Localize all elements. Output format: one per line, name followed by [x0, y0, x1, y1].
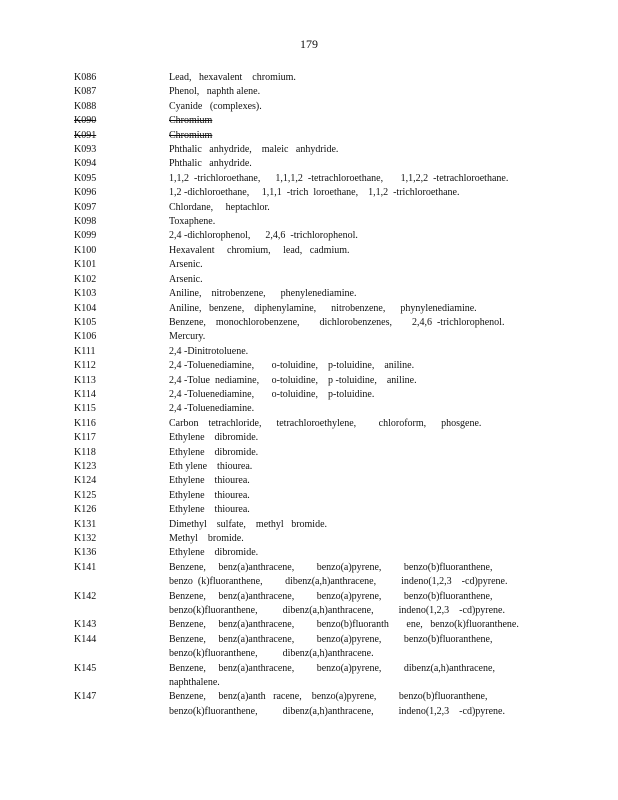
constituent-description: Mercury.: [169, 331, 206, 343]
entry-row: [74, 417, 594, 431]
waste-code: K111: [74, 345, 96, 357]
constituent-description: Arsenic.: [169, 259, 203, 271]
constituent-description: 1,2 -dichloroethane, 1,1,1 -trich loroethane, 1,1,2 -trichloroethane.: [169, 187, 460, 199]
constituent-description: Dimethyl sulfate, methyl bromide.: [169, 518, 328, 530]
waste-code: K102: [74, 273, 97, 285]
constituent-description: Ethylene dibromide.: [169, 432, 259, 444]
waste-code: K087: [74, 86, 97, 98]
constituent-description: Chromium: [169, 129, 213, 141]
entry-row: [74, 201, 594, 215]
entry-row: [74, 690, 594, 704]
waste-code: K095: [74, 172, 97, 184]
entry-row: [74, 85, 594, 99]
entry-row: [74, 186, 594, 200]
constituent-description: 2,4 -Toluenediamine.: [169, 403, 255, 415]
waste-code: K131: [74, 518, 97, 530]
constituent-description: Aniline, nitrobenzene, phenylenediamine.: [169, 288, 357, 300]
waste-code: K101: [74, 259, 97, 271]
waste-code: K117: [74, 432, 96, 444]
entry-row: [74, 705, 594, 719]
waste-code-spacer: [74, 676, 169, 690]
entry-row: [74, 446, 594, 460]
waste-code: K141: [74, 561, 97, 573]
waste-code: K090: [74, 115, 97, 127]
constituent-description: Methyl bromide.: [169, 533, 244, 544]
waste-code: K114: [74, 388, 96, 400]
waste-code: K118: [74, 446, 96, 458]
constituent-description: 2,4 -Toluenediamine, o-toluidine, p-toluidine.: [169, 388, 375, 400]
page-number: 179: [300, 37, 318, 51]
entry-row: [74, 503, 594, 517]
entry-row: [74, 229, 594, 243]
waste-code-spacer: [74, 705, 169, 719]
waste-code: K142: [74, 590, 97, 602]
constituent-description: Benzene, benz(a)anthracene, benzo(a)pyrene, benzo(b)fluoranthene,: [169, 590, 493, 602]
waste-code: K099: [74, 230, 97, 242]
waste-code: K125: [74, 489, 97, 501]
constituent-description: benzo (k)fluoranthene, dibenz(a,h)anthracene, indeno(1,2,3 -cd)pyrene.: [169, 576, 508, 588]
waste-code: K116: [74, 417, 96, 429]
constituent-description: Ethylene thiourea.: [169, 489, 250, 501]
waste-code: K094: [74, 158, 97, 170]
constituent-description: Ethylene dibromide.: [169, 446, 259, 458]
waste-code: K088: [74, 100, 97, 112]
entry-row: [74, 618, 594, 632]
constituent-description: Benzene, benz(a)anth racene, benzo(a)pyrene, benzo(b)fluoranthene,: [169, 691, 488, 703]
entry-row: [74, 157, 594, 171]
entry-row: [74, 604, 594, 618]
entry-row: [74, 388, 594, 402]
entry-row: [74, 546, 594, 560]
constituent-description: Arsenic.: [169, 273, 203, 285]
waste-code: K144: [74, 633, 97, 645]
constituent-description: Benzene, benz(a)anthracene, benzo(a)pyrene, dibenz(a,h)anthracene,: [169, 662, 495, 674]
entry-row: [74, 532, 594, 546]
waste-code: K124: [74, 475, 97, 487]
constituent-description: benzo(k)fluoranthene, dibenz(a,h)anthracene.: [169, 648, 374, 660]
constituent-description: Ethylene thiourea.: [169, 475, 250, 487]
waste-code: K100: [74, 244, 97, 256]
constituent-description: Eth ylene thiourea.: [169, 460, 253, 472]
constituent-description: 1,1,2 -trichloroethane, 1,1,1,2 -tetrachloroethane, 1,1,2,2 -tetrachloroethane.: [169, 172, 509, 184]
entry-row: [74, 244, 594, 258]
constituent-description: 2,4 -Dinitrotoluene.: [169, 345, 249, 357]
constituent-description: Chlordane, heptachlor.: [169, 201, 270, 213]
entry-row: [74, 330, 594, 344]
waste-code: K136: [74, 547, 97, 559]
constituent-description: Carbon tetrachloride, tetrachloroethylene, chloroform, phosgene.: [169, 417, 482, 429]
entry-row: [74, 374, 594, 388]
entry-row: [74, 676, 594, 690]
constituent-description: benzo(k)fluoranthene, dibenz(a,h)anthracene, indeno(1,2,3 -cd)pyrene.: [169, 605, 505, 617]
constituent-description: Phthalic anhydride.: [169, 158, 252, 170]
waste-code: K123: [74, 460, 97, 472]
constituent-description: 2,4 -Toluenediamine, o-toluidine, p-toluidine, aniline.: [169, 360, 415, 372]
waste-code: K091: [74, 129, 97, 141]
entry-row: [74, 561, 594, 575]
constituent-description: benzo(k)fluoranthene, dibenz(a,h)anthracene, indeno(1,2,3 -cd)pyrene.: [169, 705, 505, 717]
entry-row: [74, 489, 594, 503]
constituent-description: Benzene, benz(a)anthracene, benzo(a)pyrene, benzo(b)fluoranthene,: [169, 633, 493, 645]
waste-code: K106: [74, 331, 97, 343]
constituent-description: Ethylene thiourea.: [169, 504, 250, 516]
waste-code-spacer: [74, 604, 169, 618]
constituent-description: 2,4 -dichlorophenol, 2,4,6 -trichlorophenol.: [169, 230, 358, 242]
constituent-description: Phthalic anhydride, maleic anhydride.: [169, 144, 339, 156]
waste-code: K096: [74, 187, 97, 199]
constituent-description: Chromium: [169, 115, 213, 127]
entry-row: [74, 575, 594, 589]
entry-row: [74, 143, 594, 157]
entry-row: [74, 647, 594, 661]
entry-row: [74, 215, 594, 229]
waste-code: K143: [74, 619, 97, 631]
entry-row: [74, 114, 594, 128]
entry-row: [74, 518, 594, 532]
constituent-description: naphthalene.: [169, 677, 220, 689]
entry-row: [74, 258, 594, 272]
waste-code: K105: [74, 316, 97, 328]
constituent-description: Lead, hexavalent chromium.: [169, 72, 296, 83]
entry-row: [74, 662, 594, 676]
waste-code: K098: [74, 216, 97, 228]
constituent-description: Benzene, benz(a)anthracene, benzo(b)fluoranth ene, benzo(k)fluoranthene.: [169, 619, 519, 631]
waste-code-spacer: [74, 575, 169, 589]
constituent-description: Aniline, benzene, diphenylamine, nitrobenzene, phynylenediamine.: [169, 302, 477, 314]
waste-code: K126: [74, 504, 97, 516]
entry-row: [74, 460, 594, 474]
entry-row: [74, 590, 594, 604]
waste-code: K112: [74, 360, 96, 372]
constituent-description: Toxaphene.: [169, 216, 216, 228]
waste-code: K145: [74, 662, 97, 674]
entry-row: [74, 129, 594, 143]
entry-row: [74, 172, 594, 186]
waste-code: K132: [74, 533, 97, 544]
entry-row: [74, 633, 594, 647]
constituent-description: Benzene, monochlorobenzene, dichlorobenzenes, 2,4,6 -trichlorophenol.: [169, 316, 505, 328]
waste-code-spacer: [74, 647, 169, 661]
constituent-description: Ethylene dibromide.: [169, 547, 259, 559]
entry-row: [74, 359, 594, 373]
constituent-description: Hexavalent chromium, lead, cadmium.: [169, 244, 350, 256]
waste-code: K097: [74, 201, 97, 213]
entry-row: [74, 71, 594, 85]
entry-row: [74, 431, 594, 445]
entry-row: [74, 474, 594, 488]
entry-row: [74, 287, 594, 301]
waste-code: K104: [74, 302, 97, 314]
waste-code: K147: [74, 691, 97, 703]
constituent-description: Benzene, benz(a)anthracene, benzo(a)pyrene, benzo(b)fluoranthene,: [169, 561, 493, 573]
entry-row: [74, 402, 594, 416]
entry-row: [74, 316, 594, 330]
waste-code: K115: [74, 403, 96, 415]
entry-row: [74, 302, 594, 316]
constituent-description: 2,4 -Tolue nediamine, o-toluidine, p -toluidine, aniline.: [169, 374, 417, 386]
waste-code: K086: [74, 72, 97, 83]
constituent-description: Cyanide (complexes).: [169, 100, 262, 112]
waste-code: K093: [74, 144, 97, 156]
entry-row: [74, 345, 594, 359]
entry-row: [74, 100, 594, 114]
entry-row: [74, 273, 594, 287]
waste-code: K103: [74, 288, 97, 300]
constituent-description: Phenol, naphth alene.: [169, 86, 261, 98]
waste-code: K113: [74, 374, 96, 386]
waste-code-list: [74, 71, 594, 719]
